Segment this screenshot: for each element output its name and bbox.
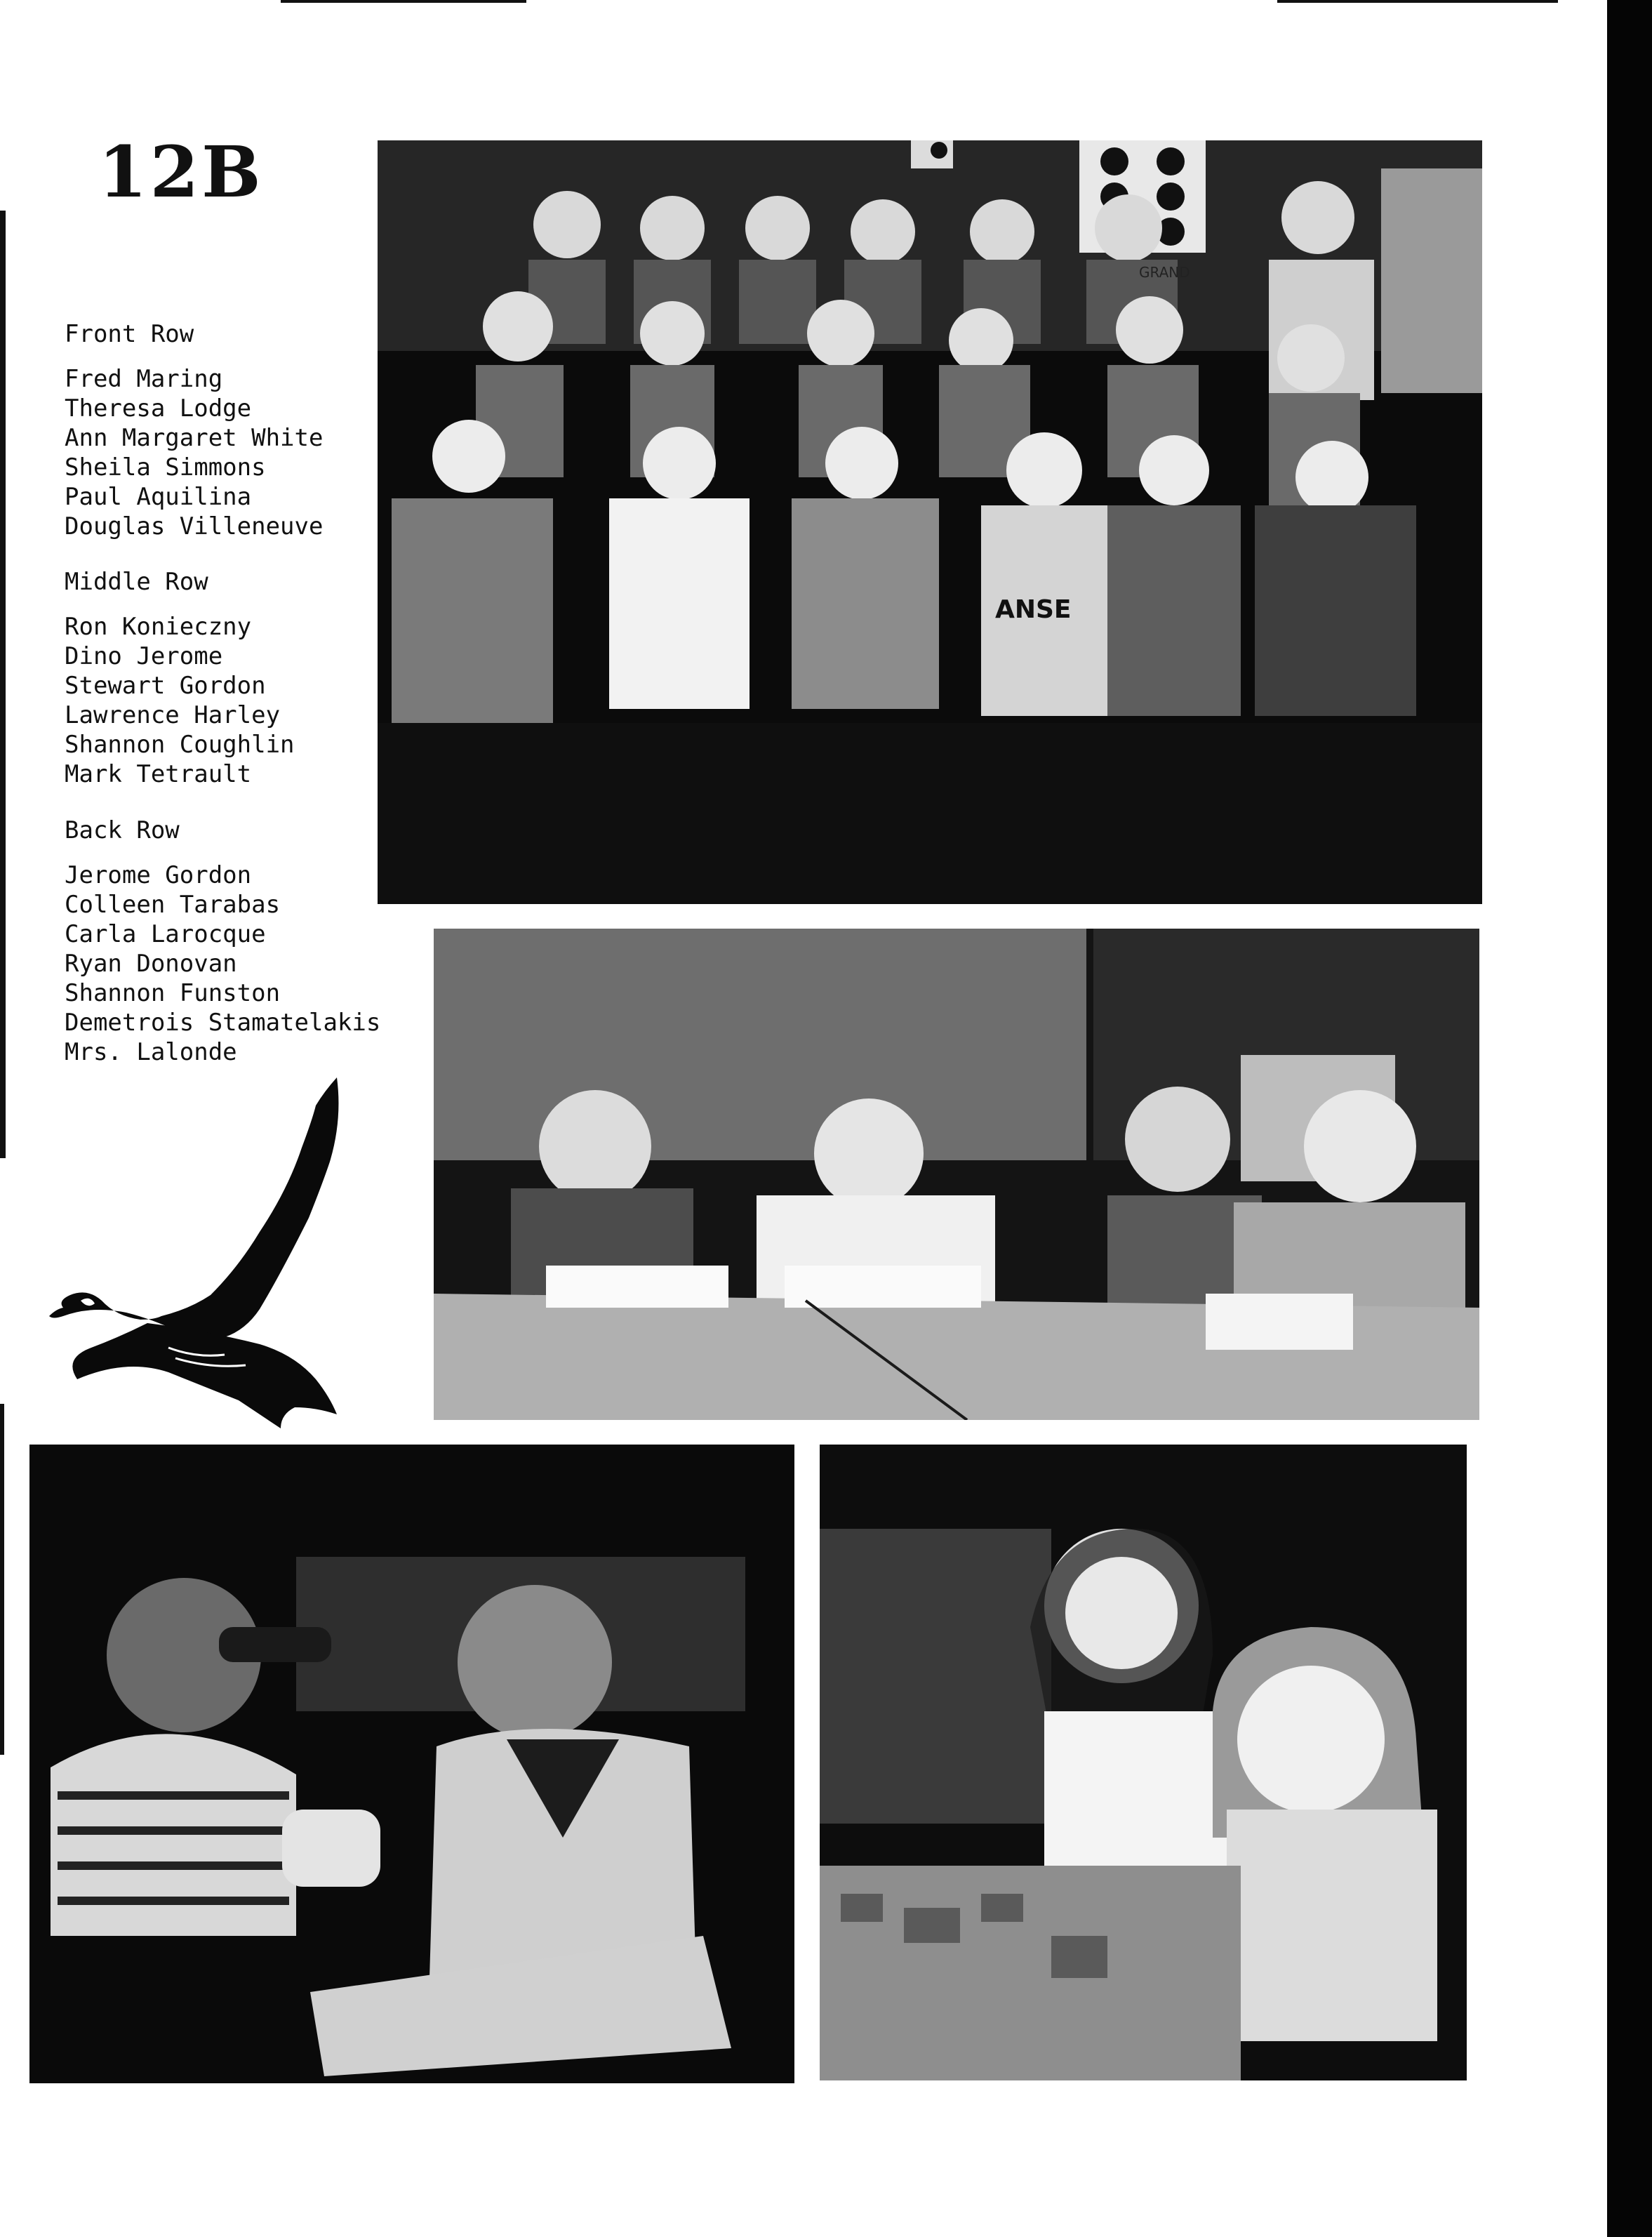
boys-experiment-photo: [29, 1445, 794, 2083]
front-row-roster: [65, 319, 429, 541]
left-binding-edge: [0, 211, 6, 1158]
reading-table-photo: [434, 929, 1479, 1420]
left-binding-edge-lower: [0, 1404, 4, 1755]
student-name: Lawrence Harley: [65, 701, 281, 729]
student-name: Sheila Simmons: [65, 453, 266, 482]
middle-row-heading: Middle Row: [65, 568, 208, 596]
student-name: Demetrois Stamatelakis: [65, 1009, 381, 1037]
student-name: Mark Tetrault: [65, 760, 252, 788]
top-scan-line-right: [1277, 0, 1558, 3]
student-name: Shannon Funston: [65, 979, 281, 1007]
page-title: 12B: [98, 131, 264, 213]
back-row-heading: Back Row: [65, 816, 180, 844]
student-name: Stewart Gordon: [65, 672, 266, 700]
student-name: Ann Margaret White: [65, 424, 324, 452]
student-name: Paul Aquilina: [65, 483, 252, 511]
student-name: Dino Jerome: [65, 642, 223, 670]
back-row-roster: [65, 816, 429, 1067]
flying-goose-icon: [49, 1077, 351, 1435]
shirt-text: ANSE: [995, 595, 1072, 624]
teacher-name: Mrs. Lalonde: [65, 1038, 237, 1066]
front-row-heading: Front Row: [65, 320, 194, 348]
student-name: Carla Larocque: [65, 920, 266, 948]
student-name: Colleen Tarabas: [65, 891, 281, 919]
student-name: Ron Konieczny: [65, 613, 252, 641]
student-name: Ryan Donovan: [65, 950, 237, 978]
top-scan-line: [281, 0, 526, 3]
student-name: Jerome Gordon: [65, 861, 252, 889]
class-group-photo: [378, 140, 1482, 904]
student-name: Fred Maring: [65, 365, 223, 393]
student-name: Douglas Villeneuve: [65, 512, 324, 540]
middle-row-roster: [65, 567, 429, 789]
girls-puzzle-photo: [820, 1445, 1467, 2080]
student-name: Shannon Coughlin: [65, 731, 295, 759]
student-name: Theresa Lodge: [65, 394, 252, 423]
sign-text: GRAND: [1139, 264, 1190, 281]
right-scan-edge: [1607, 0, 1652, 2237]
